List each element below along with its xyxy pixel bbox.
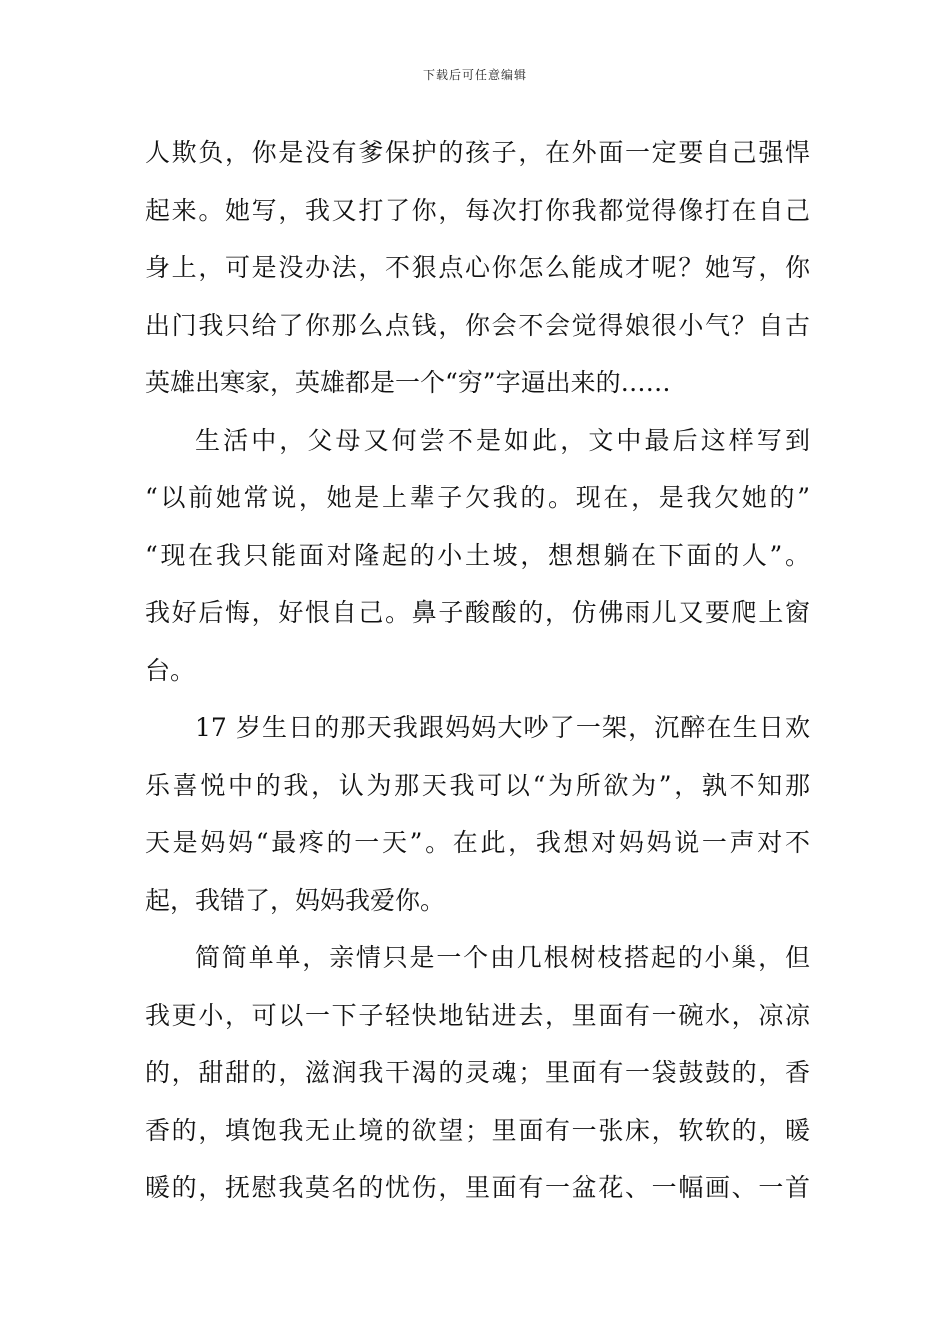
- text-line: 天是妈妈“最疼的一天”。在此，我想对妈妈说一声对不: [145, 828, 810, 857]
- text-line: 简简单单，亲情只是一个由几根树枝搭起的小巢，但: [195, 943, 810, 972]
- text-line: 起来。她写，我又打了你，每次打你我都觉得像打在自己: [145, 195, 810, 225]
- page-header: 下载后可任意编辑: [422, 68, 527, 82]
- document-body: [145, 124, 810, 1217]
- text-line: 人欺负，你是没有爹保护的孩子，在外面一定要自己强悍: [145, 138, 810, 167]
- text-line: 暖的，抚慰我莫名的忧伤，里面有一盆花、一幅画、一首: [145, 1173, 810, 1202]
- text-line: 乐喜悦中的我，认为那天我可以“为所欲为”，孰不知那: [145, 770, 810, 800]
- text-line: “现在我只能面对隆起的小土坡，想想躺在下面的人”。: [145, 540, 810, 570]
- text-line: 我好后悔，好恨自己。鼻子酸酸的，仿佛雨儿又要爬上窗: [145, 598, 810, 627]
- text-line: 台。: [145, 655, 196, 685]
- text-line: 的，甜甜的，滋润我干渴的灵魂；里面有一袋鼓鼓的，香: [145, 1058, 810, 1087]
- paragraph-4: [145, 929, 810, 1217]
- text-line: 出门我只给了你那么点钱，你会不会觉得娘很小气？自古: [145, 310, 810, 340]
- paragraph-1: [145, 124, 810, 412]
- text-line: 17 岁生日的那天我跟妈妈大吵了一架，沉醉在生日欢: [195, 713, 810, 742]
- text-line: 英雄出寒家，英雄都是一个“穷”字逼出来的……: [145, 368, 671, 397]
- text-line: 生活中，父母又何尝不是如此，文中最后这样写到: [195, 425, 810, 455]
- paragraph-2: [145, 412, 810, 700]
- text-line: “以前她常说，她是上辈子欠我的。现在，是我欠她的”: [145, 483, 810, 512]
- text-line: 起，我错了，妈妈我爱你。: [145, 885, 446, 915]
- paragraph-3: [145, 699, 810, 929]
- text-line: 香的，填饱我无止境的欲望；里面有一张床，软软的，暖: [145, 1115, 810, 1145]
- text-line: 我更小，可以一下子轻快地钻进去，里面有一碗水，凉凉: [145, 1000, 810, 1030]
- text-line: 身上，可是没办法，不狠点心你怎么能成才呢？她写，你: [145, 253, 810, 282]
